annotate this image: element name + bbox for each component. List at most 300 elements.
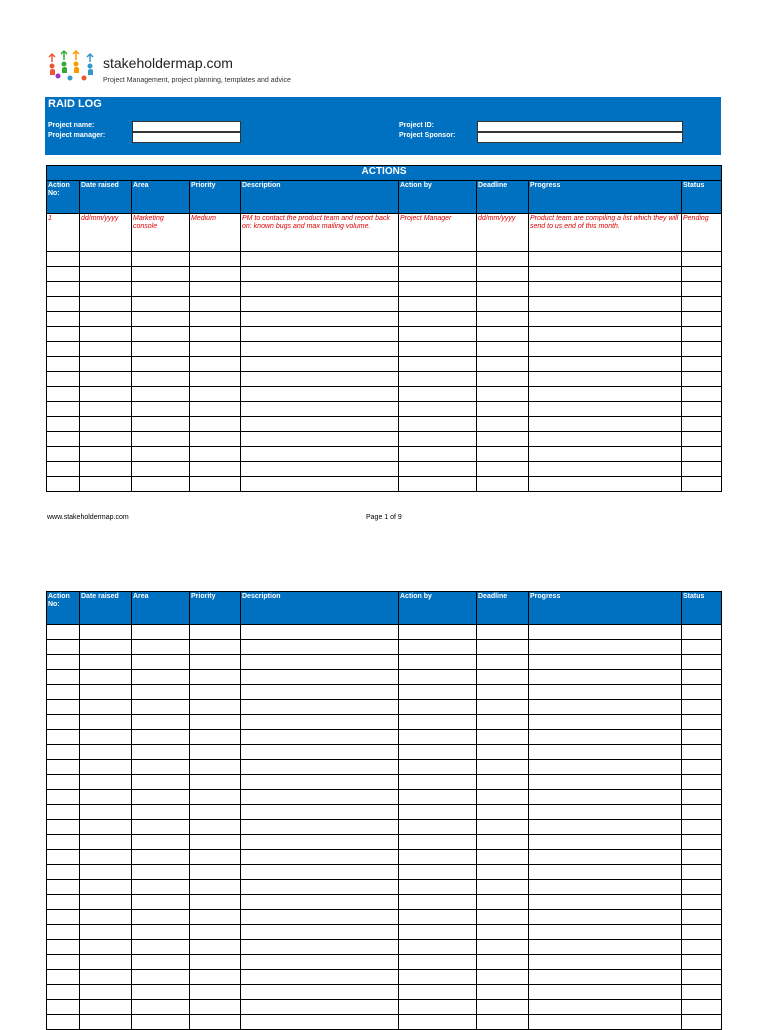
cell-description[interactable]: PM to contact the product team and report back on: known bugs and max mailing volume. xyxy=(241,214,399,252)
empty-cell[interactable] xyxy=(682,730,722,745)
empty-cell[interactable] xyxy=(80,745,132,760)
empty-cell[interactable] xyxy=(241,760,399,775)
empty-cell[interactable] xyxy=(47,775,80,790)
empty-cell[interactable] xyxy=(80,372,132,387)
empty-cell[interactable] xyxy=(241,432,399,447)
empty-cell[interactable] xyxy=(132,447,190,462)
empty-cell[interactable] xyxy=(241,447,399,462)
empty-cell[interactable] xyxy=(477,865,529,880)
empty-cell[interactable] xyxy=(47,745,80,760)
empty-cell[interactable] xyxy=(241,357,399,372)
empty-cell[interactable] xyxy=(477,312,529,327)
empty-cell[interactable] xyxy=(47,865,80,880)
empty-cell[interactable] xyxy=(80,910,132,925)
empty-cell[interactable] xyxy=(682,670,722,685)
cell-action-no[interactable]: 1 xyxy=(47,214,80,252)
empty-cell[interactable] xyxy=(682,820,722,835)
empty-cell[interactable] xyxy=(190,640,241,655)
empty-cell[interactable] xyxy=(241,850,399,865)
empty-cell[interactable] xyxy=(47,1000,80,1015)
empty-cell[interactable] xyxy=(241,880,399,895)
empty-cell[interactable] xyxy=(241,670,399,685)
empty-cell[interactable] xyxy=(80,925,132,940)
empty-cell[interactable] xyxy=(132,670,190,685)
empty-cell[interactable] xyxy=(682,640,722,655)
empty-cell[interactable] xyxy=(529,730,682,745)
empty-cell[interactable] xyxy=(190,970,241,985)
empty-cell[interactable] xyxy=(399,910,477,925)
empty-cell[interactable] xyxy=(241,297,399,312)
empty-cell[interactable] xyxy=(399,985,477,1000)
empty-cell[interactable] xyxy=(477,655,529,670)
empty-cell[interactable] xyxy=(190,955,241,970)
empty-cell[interactable] xyxy=(80,462,132,477)
empty-cell[interactable] xyxy=(132,327,190,342)
empty-cell[interactable] xyxy=(241,417,399,432)
empty-cell[interactable] xyxy=(399,297,477,312)
empty-cell[interactable] xyxy=(477,447,529,462)
empty-cell[interactable] xyxy=(47,895,80,910)
empty-cell[interactable] xyxy=(132,955,190,970)
empty-cell[interactable] xyxy=(80,985,132,1000)
empty-cell[interactable] xyxy=(529,462,682,477)
empty-cell[interactable] xyxy=(682,402,722,417)
empty-cell[interactable] xyxy=(529,432,682,447)
empty-cell[interactable] xyxy=(529,700,682,715)
empty-cell[interactable] xyxy=(399,790,477,805)
empty-cell[interactable] xyxy=(80,282,132,297)
empty-cell[interactable] xyxy=(132,372,190,387)
empty-cell[interactable] xyxy=(477,835,529,850)
empty-cell[interactable] xyxy=(529,267,682,282)
empty-cell[interactable] xyxy=(682,432,722,447)
empty-cell[interactable] xyxy=(80,447,132,462)
empty-cell[interactable] xyxy=(682,775,722,790)
empty-cell[interactable] xyxy=(132,402,190,417)
empty-cell[interactable] xyxy=(529,402,682,417)
empty-cell[interactable] xyxy=(529,880,682,895)
empty-cell[interactable] xyxy=(529,327,682,342)
empty-cell[interactable] xyxy=(682,700,722,715)
empty-cell[interactable] xyxy=(132,850,190,865)
empty-cell[interactable] xyxy=(682,417,722,432)
empty-cell[interactable] xyxy=(399,655,477,670)
empty-cell[interactable] xyxy=(682,715,722,730)
empty-cell[interactable] xyxy=(132,715,190,730)
empty-cell[interactable] xyxy=(399,745,477,760)
empty-cell[interactable] xyxy=(477,955,529,970)
empty-cell[interactable] xyxy=(80,625,132,640)
empty-cell[interactable] xyxy=(477,1000,529,1015)
empty-cell[interactable] xyxy=(682,685,722,700)
empty-cell[interactable] xyxy=(132,925,190,940)
empty-cell[interactable] xyxy=(477,790,529,805)
empty-cell[interactable] xyxy=(399,342,477,357)
empty-cell[interactable] xyxy=(399,805,477,820)
empty-cell[interactable] xyxy=(132,760,190,775)
empty-cell[interactable] xyxy=(477,880,529,895)
empty-cell[interactable] xyxy=(682,655,722,670)
project-manager-field[interactable] xyxy=(132,132,241,143)
empty-cell[interactable] xyxy=(47,342,80,357)
empty-cell[interactable] xyxy=(529,805,682,820)
empty-cell[interactable] xyxy=(241,805,399,820)
empty-cell[interactable] xyxy=(399,625,477,640)
empty-cell[interactable] xyxy=(477,805,529,820)
empty-cell[interactable] xyxy=(241,252,399,267)
empty-cell[interactable] xyxy=(477,357,529,372)
empty-cell[interactable] xyxy=(682,327,722,342)
empty-cell[interactable] xyxy=(47,955,80,970)
empty-cell[interactable] xyxy=(682,372,722,387)
empty-cell[interactable] xyxy=(682,940,722,955)
empty-cell[interactable] xyxy=(190,655,241,670)
empty-cell[interactable] xyxy=(132,625,190,640)
empty-cell[interactable] xyxy=(682,625,722,640)
empty-cell[interactable] xyxy=(477,625,529,640)
empty-cell[interactable] xyxy=(529,625,682,640)
empty-cell[interactable] xyxy=(80,955,132,970)
empty-cell[interactable] xyxy=(80,835,132,850)
empty-cell[interactable] xyxy=(47,760,80,775)
empty-cell[interactable] xyxy=(399,925,477,940)
empty-cell[interactable] xyxy=(682,297,722,312)
empty-cell[interactable] xyxy=(682,477,722,492)
empty-cell[interactable] xyxy=(682,925,722,940)
empty-cell[interactable] xyxy=(529,835,682,850)
empty-cell[interactable] xyxy=(241,865,399,880)
empty-cell[interactable] xyxy=(190,730,241,745)
empty-cell[interactable] xyxy=(399,447,477,462)
empty-cell[interactable] xyxy=(477,402,529,417)
empty-cell[interactable] xyxy=(132,940,190,955)
empty-cell[interactable] xyxy=(190,700,241,715)
empty-cell[interactable] xyxy=(477,387,529,402)
empty-cell[interactable] xyxy=(190,835,241,850)
empty-cell[interactable] xyxy=(477,417,529,432)
empty-cell[interactable] xyxy=(399,850,477,865)
empty-cell[interactable] xyxy=(132,685,190,700)
empty-cell[interactable] xyxy=(529,820,682,835)
empty-cell[interactable] xyxy=(399,760,477,775)
empty-cell[interactable] xyxy=(190,447,241,462)
empty-cell[interactable] xyxy=(132,865,190,880)
empty-cell[interactable] xyxy=(47,462,80,477)
empty-cell[interactable] xyxy=(477,462,529,477)
empty-cell[interactable] xyxy=(477,432,529,447)
empty-cell[interactable] xyxy=(80,357,132,372)
empty-cell[interactable] xyxy=(47,432,80,447)
empty-cell[interactable] xyxy=(477,940,529,955)
empty-cell[interactable] xyxy=(529,745,682,760)
empty-cell[interactable] xyxy=(80,387,132,402)
empty-cell[interactable] xyxy=(529,715,682,730)
empty-cell[interactable] xyxy=(399,402,477,417)
empty-cell[interactable] xyxy=(47,267,80,282)
empty-cell[interactable] xyxy=(241,925,399,940)
empty-cell[interactable] xyxy=(399,327,477,342)
empty-cell[interactable] xyxy=(47,730,80,745)
empty-cell[interactable] xyxy=(190,790,241,805)
empty-cell[interactable] xyxy=(80,402,132,417)
empty-cell[interactable] xyxy=(529,895,682,910)
empty-cell[interactable] xyxy=(241,1015,399,1030)
empty-cell[interactable] xyxy=(399,730,477,745)
empty-cell[interactable] xyxy=(529,940,682,955)
empty-cell[interactable] xyxy=(47,312,80,327)
empty-cell[interactable] xyxy=(399,970,477,985)
empty-cell[interactable] xyxy=(477,970,529,985)
empty-cell[interactable] xyxy=(47,387,80,402)
empty-cell[interactable] xyxy=(132,700,190,715)
empty-cell[interactable] xyxy=(477,640,529,655)
empty-cell[interactable] xyxy=(529,685,682,700)
empty-cell[interactable] xyxy=(477,685,529,700)
empty-cell[interactable] xyxy=(190,985,241,1000)
empty-cell[interactable] xyxy=(47,880,80,895)
empty-cell[interactable] xyxy=(132,775,190,790)
empty-cell[interactable] xyxy=(529,865,682,880)
empty-cell[interactable] xyxy=(190,940,241,955)
empty-cell[interactable] xyxy=(682,985,722,1000)
empty-cell[interactable] xyxy=(682,1015,722,1030)
empty-cell[interactable] xyxy=(241,730,399,745)
empty-cell[interactable] xyxy=(190,1015,241,1030)
empty-cell[interactable] xyxy=(477,730,529,745)
empty-cell[interactable] xyxy=(399,252,477,267)
empty-cell[interactable] xyxy=(190,715,241,730)
empty-cell[interactable] xyxy=(399,880,477,895)
empty-cell[interactable] xyxy=(47,910,80,925)
empty-cell[interactable] xyxy=(682,282,722,297)
empty-cell[interactable] xyxy=(682,805,722,820)
empty-cell[interactable] xyxy=(80,640,132,655)
empty-cell[interactable] xyxy=(132,640,190,655)
empty-cell[interactable] xyxy=(47,790,80,805)
empty-cell[interactable] xyxy=(47,670,80,685)
empty-cell[interactable] xyxy=(132,880,190,895)
empty-cell[interactable] xyxy=(47,640,80,655)
empty-cell[interactable] xyxy=(47,447,80,462)
empty-cell[interactable] xyxy=(477,895,529,910)
empty-cell[interactable] xyxy=(132,745,190,760)
empty-cell[interactable] xyxy=(190,267,241,282)
empty-cell[interactable] xyxy=(80,805,132,820)
empty-cell[interactable] xyxy=(47,805,80,820)
empty-cell[interactable] xyxy=(47,715,80,730)
empty-cell[interactable] xyxy=(241,282,399,297)
empty-cell[interactable] xyxy=(241,327,399,342)
empty-cell[interactable] xyxy=(190,745,241,760)
empty-cell[interactable] xyxy=(47,297,80,312)
empty-cell[interactable] xyxy=(241,1000,399,1015)
empty-cell[interactable] xyxy=(132,282,190,297)
empty-cell[interactable] xyxy=(190,417,241,432)
empty-cell[interactable] xyxy=(80,1000,132,1015)
empty-cell[interactable] xyxy=(477,1015,529,1030)
empty-cell[interactable] xyxy=(241,715,399,730)
empty-cell[interactable] xyxy=(190,805,241,820)
empty-cell[interactable] xyxy=(529,477,682,492)
empty-cell[interactable] xyxy=(399,670,477,685)
empty-cell[interactable] xyxy=(529,790,682,805)
empty-cell[interactable] xyxy=(80,342,132,357)
empty-cell[interactable] xyxy=(190,312,241,327)
empty-cell[interactable] xyxy=(132,910,190,925)
empty-cell[interactable] xyxy=(682,895,722,910)
project-name-field[interactable] xyxy=(132,121,241,132)
empty-cell[interactable] xyxy=(477,252,529,267)
empty-cell[interactable] xyxy=(132,790,190,805)
empty-cell[interactable] xyxy=(132,462,190,477)
empty-cell[interactable] xyxy=(529,1000,682,1015)
empty-cell[interactable] xyxy=(399,282,477,297)
empty-cell[interactable] xyxy=(190,880,241,895)
empty-cell[interactable] xyxy=(241,955,399,970)
empty-cell[interactable] xyxy=(47,970,80,985)
empty-cell[interactable] xyxy=(529,655,682,670)
empty-cell[interactable] xyxy=(241,267,399,282)
empty-cell[interactable] xyxy=(80,417,132,432)
empty-cell[interactable] xyxy=(682,267,722,282)
empty-cell[interactable] xyxy=(477,297,529,312)
empty-cell[interactable] xyxy=(132,985,190,1000)
empty-cell[interactable] xyxy=(241,477,399,492)
empty-cell[interactable] xyxy=(477,745,529,760)
empty-cell[interactable] xyxy=(190,477,241,492)
empty-cell[interactable] xyxy=(190,850,241,865)
cell-area[interactable]: Marketing console xyxy=(132,214,190,252)
empty-cell[interactable] xyxy=(132,297,190,312)
empty-cell[interactable] xyxy=(399,462,477,477)
empty-cell[interactable] xyxy=(132,357,190,372)
empty-cell[interactable] xyxy=(399,267,477,282)
empty-cell[interactable] xyxy=(477,910,529,925)
empty-cell[interactable] xyxy=(477,850,529,865)
empty-cell[interactable] xyxy=(241,940,399,955)
cell-date-raised[interactable]: dd/mm/yyyy xyxy=(80,214,132,252)
empty-cell[interactable] xyxy=(47,282,80,297)
empty-cell[interactable] xyxy=(132,342,190,357)
empty-cell[interactable] xyxy=(399,477,477,492)
empty-cell[interactable] xyxy=(477,342,529,357)
empty-cell[interactable] xyxy=(190,895,241,910)
empty-cell[interactable] xyxy=(47,925,80,940)
empty-cell[interactable] xyxy=(241,655,399,670)
empty-cell[interactable] xyxy=(132,432,190,447)
empty-cell[interactable] xyxy=(399,1015,477,1030)
empty-cell[interactable] xyxy=(399,895,477,910)
empty-cell[interactable] xyxy=(529,775,682,790)
empty-cell[interactable] xyxy=(47,835,80,850)
empty-cell[interactable] xyxy=(47,357,80,372)
empty-cell[interactable] xyxy=(190,282,241,297)
empty-cell[interactable] xyxy=(529,955,682,970)
empty-cell[interactable] xyxy=(80,790,132,805)
empty-cell[interactable] xyxy=(47,402,80,417)
empty-cell[interactable] xyxy=(132,820,190,835)
empty-cell[interactable] xyxy=(241,685,399,700)
empty-cell[interactable] xyxy=(241,402,399,417)
empty-cell[interactable] xyxy=(80,775,132,790)
empty-cell[interactable] xyxy=(80,940,132,955)
cell-action-by[interactable]: Project Manager xyxy=(399,214,477,252)
empty-cell[interactable] xyxy=(80,730,132,745)
empty-cell[interactable] xyxy=(132,835,190,850)
empty-cell[interactable] xyxy=(529,910,682,925)
empty-cell[interactable] xyxy=(529,282,682,297)
empty-cell[interactable] xyxy=(190,402,241,417)
empty-cell[interactable] xyxy=(477,372,529,387)
empty-cell[interactable] xyxy=(529,252,682,267)
empty-cell[interactable] xyxy=(399,417,477,432)
empty-cell[interactable] xyxy=(132,417,190,432)
empty-cell[interactable] xyxy=(529,970,682,985)
empty-cell[interactable] xyxy=(241,790,399,805)
empty-cell[interactable] xyxy=(477,267,529,282)
empty-cell[interactable] xyxy=(80,432,132,447)
empty-cell[interactable] xyxy=(190,820,241,835)
empty-cell[interactable] xyxy=(132,655,190,670)
empty-cell[interactable] xyxy=(477,327,529,342)
empty-cell[interactable] xyxy=(47,327,80,342)
empty-cell[interactable] xyxy=(477,985,529,1000)
empty-cell[interactable] xyxy=(80,880,132,895)
empty-cell[interactable] xyxy=(529,312,682,327)
empty-cell[interactable] xyxy=(190,625,241,640)
empty-cell[interactable] xyxy=(80,700,132,715)
empty-cell[interactable] xyxy=(399,1000,477,1015)
empty-cell[interactable] xyxy=(80,820,132,835)
empty-cell[interactable] xyxy=(190,865,241,880)
empty-cell[interactable] xyxy=(682,970,722,985)
empty-cell[interactable] xyxy=(529,297,682,312)
empty-cell[interactable] xyxy=(399,715,477,730)
empty-cell[interactable] xyxy=(682,312,722,327)
empty-cell[interactable] xyxy=(132,730,190,745)
empty-cell[interactable] xyxy=(80,655,132,670)
empty-cell[interactable] xyxy=(399,775,477,790)
empty-cell[interactable] xyxy=(47,252,80,267)
empty-cell[interactable] xyxy=(190,387,241,402)
empty-cell[interactable] xyxy=(47,685,80,700)
empty-cell[interactable] xyxy=(47,477,80,492)
empty-cell[interactable] xyxy=(190,775,241,790)
empty-cell[interactable] xyxy=(241,342,399,357)
cell-priority[interactable]: Medium xyxy=(190,214,241,252)
empty-cell[interactable] xyxy=(477,670,529,685)
empty-cell[interactable] xyxy=(477,282,529,297)
empty-cell[interactable] xyxy=(241,910,399,925)
empty-cell[interactable] xyxy=(529,387,682,402)
empty-cell[interactable] xyxy=(241,640,399,655)
empty-cell[interactable] xyxy=(529,985,682,1000)
empty-cell[interactable] xyxy=(132,252,190,267)
empty-cell[interactable] xyxy=(399,685,477,700)
empty-cell[interactable] xyxy=(399,865,477,880)
empty-cell[interactable] xyxy=(190,342,241,357)
empty-cell[interactable] xyxy=(682,342,722,357)
empty-cell[interactable] xyxy=(682,447,722,462)
empty-cell[interactable] xyxy=(399,835,477,850)
empty-cell[interactable] xyxy=(80,970,132,985)
empty-cell[interactable] xyxy=(529,1015,682,1030)
empty-cell[interactable] xyxy=(190,760,241,775)
empty-cell[interactable] xyxy=(682,760,722,775)
empty-cell[interactable] xyxy=(399,955,477,970)
empty-cell[interactable] xyxy=(682,252,722,267)
empty-cell[interactable] xyxy=(399,940,477,955)
